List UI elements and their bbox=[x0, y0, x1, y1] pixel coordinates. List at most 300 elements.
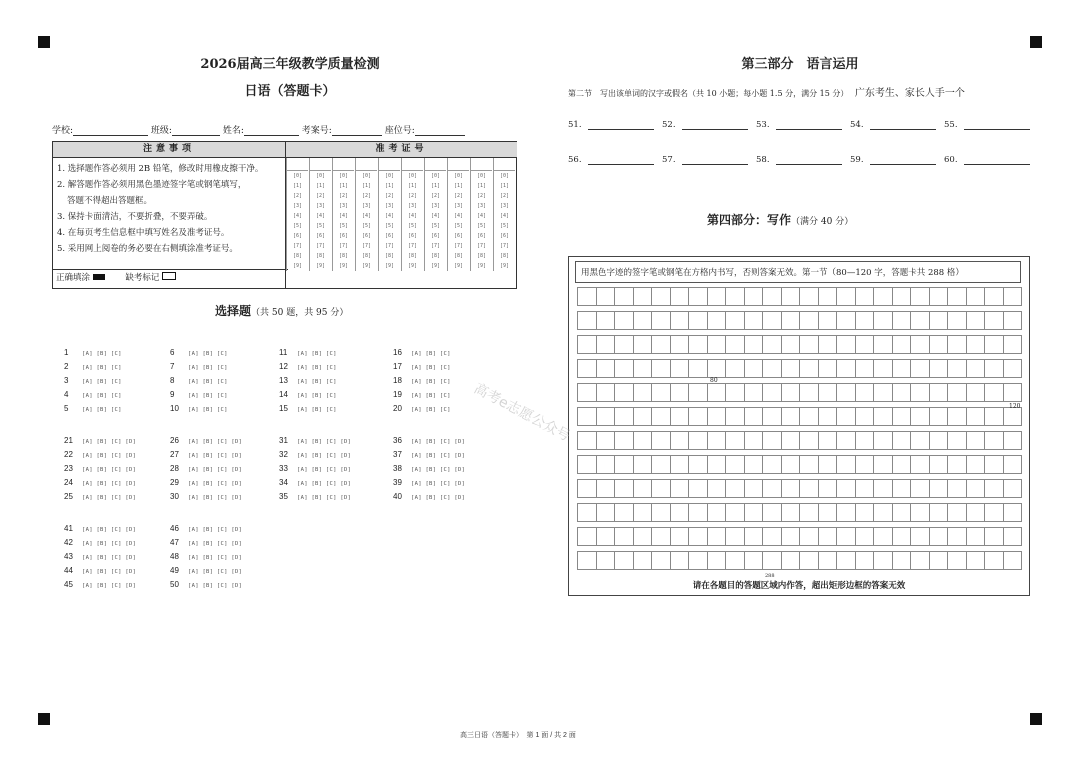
writing-cell[interactable] bbox=[596, 287, 616, 306]
question-row[interactable] bbox=[64, 343, 122, 357]
id-digit-bubble[interactable]: [7] bbox=[315, 243, 326, 249]
id-digit-bubble[interactable]: [1] bbox=[384, 183, 395, 189]
writing-cell[interactable] bbox=[1003, 479, 1023, 498]
writing-cell[interactable] bbox=[818, 551, 838, 570]
writing-cell[interactable] bbox=[818, 479, 838, 498]
writing-cell[interactable] bbox=[781, 551, 801, 570]
answer-options[interactable]: [A] [B] [C] bbox=[411, 407, 451, 413]
question-row[interactable] bbox=[64, 547, 136, 561]
id-digit-bubble[interactable]: [7] bbox=[499, 243, 510, 249]
writing-cell[interactable] bbox=[929, 359, 949, 378]
writing-cell[interactable] bbox=[818, 527, 838, 546]
question-row[interactable] bbox=[64, 575, 136, 589]
writing-cell[interactable] bbox=[707, 551, 727, 570]
answer-options[interactable]: [A] [B] [C] bbox=[297, 365, 337, 371]
writing-cell[interactable] bbox=[1003, 455, 1023, 474]
writing-cell[interactable] bbox=[966, 287, 986, 306]
writing-cell[interactable] bbox=[670, 287, 690, 306]
question-row[interactable] bbox=[170, 357, 228, 371]
id-digit-bubble[interactable]: [0] bbox=[361, 173, 372, 179]
writing-cell[interactable] bbox=[873, 335, 893, 354]
question-row[interactable] bbox=[279, 371, 337, 385]
writing-cell[interactable] bbox=[873, 479, 893, 498]
writing-cell[interactable] bbox=[614, 503, 634, 522]
writing-cell[interactable] bbox=[614, 551, 634, 570]
writing-cell[interactable] bbox=[688, 527, 708, 546]
question-row[interactable] bbox=[64, 399, 122, 413]
writing-cell[interactable] bbox=[836, 527, 856, 546]
writing-cell[interactable] bbox=[744, 383, 764, 402]
blank-line[interactable] bbox=[776, 119, 842, 130]
answer-options[interactable]: [A] [B] [C] bbox=[188, 407, 228, 413]
id-digit-bubble[interactable]: [5] bbox=[407, 223, 418, 229]
id-digit-bubble[interactable]: [0] bbox=[499, 173, 510, 179]
id-digit-bubble[interactable]: [6] bbox=[476, 233, 487, 239]
id-digit-bubble[interactable]: [7] bbox=[338, 243, 349, 249]
id-digit-bubble[interactable]: [5] bbox=[292, 223, 303, 229]
question-row[interactable] bbox=[279, 385, 337, 399]
blank-line[interactable] bbox=[588, 119, 654, 130]
writing-cell[interactable] bbox=[577, 455, 597, 474]
writing-cell[interactable] bbox=[855, 431, 875, 450]
writing-cell[interactable] bbox=[651, 431, 671, 450]
id-digit-bubble[interactable]: [4] bbox=[430, 213, 441, 219]
id-digit-bubble[interactable]: [3] bbox=[430, 203, 441, 209]
writing-cell[interactable] bbox=[966, 479, 986, 498]
writing-cell[interactable] bbox=[577, 287, 597, 306]
id-digit-write-box[interactable] bbox=[356, 158, 377, 171]
writing-cell[interactable] bbox=[836, 551, 856, 570]
writing-cell[interactable] bbox=[651, 407, 671, 426]
id-digit-bubble[interactable]: [5] bbox=[338, 223, 349, 229]
writing-cell[interactable] bbox=[1003, 335, 1023, 354]
answer-options[interactable]: [A] [B] [C] [D] bbox=[411, 467, 466, 473]
writing-cell[interactable] bbox=[929, 335, 949, 354]
id-digit-bubble[interactable]: [8] bbox=[361, 253, 372, 259]
writing-cell[interactable] bbox=[688, 503, 708, 522]
writing-cell[interactable] bbox=[873, 431, 893, 450]
answer-options[interactable]: [A] [B] [C] [D] bbox=[188, 555, 243, 561]
writing-cell[interactable] bbox=[633, 503, 653, 522]
writing-cell[interactable] bbox=[762, 407, 782, 426]
question-row[interactable] bbox=[170, 561, 242, 575]
writing-cell[interactable] bbox=[614, 479, 634, 498]
writing-cell[interactable] bbox=[1003, 431, 1023, 450]
id-digit-bubble[interactable]: [3] bbox=[292, 203, 303, 209]
question-row[interactable] bbox=[279, 487, 351, 501]
writing-cell[interactable] bbox=[725, 383, 745, 402]
question-row[interactable] bbox=[64, 431, 136, 445]
writing-cell[interactable] bbox=[596, 335, 616, 354]
writing-cell[interactable] bbox=[781, 311, 801, 330]
writing-cell[interactable] bbox=[596, 383, 616, 402]
id-digit-write-box[interactable] bbox=[471, 158, 492, 171]
writing-cell[interactable] bbox=[799, 479, 819, 498]
writing-cell[interactable] bbox=[744, 335, 764, 354]
writing-cell[interactable] bbox=[744, 527, 764, 546]
answer-options[interactable]: [A] [B] [C] [D] bbox=[297, 439, 352, 445]
question-row[interactable] bbox=[393, 431, 465, 445]
writing-cell[interactable] bbox=[892, 479, 912, 498]
id-digit-bubble[interactable]: [2] bbox=[453, 193, 464, 199]
writing-cell[interactable] bbox=[947, 287, 967, 306]
writing-cell[interactable] bbox=[707, 383, 727, 402]
id-digit-bubble[interactable]: [4] bbox=[384, 213, 395, 219]
question-row[interactable] bbox=[170, 399, 228, 413]
writing-cell[interactable] bbox=[596, 311, 616, 330]
id-digit-bubble[interactable]: [4] bbox=[338, 213, 349, 219]
id-digit-write-box[interactable] bbox=[379, 158, 400, 171]
id-digit-bubble[interactable]: [5] bbox=[499, 223, 510, 229]
id-digit-bubble[interactable]: [5] bbox=[430, 223, 441, 229]
writing-cell[interactable] bbox=[781, 383, 801, 402]
writing-cell[interactable] bbox=[614, 287, 634, 306]
writing-cell[interactable] bbox=[596, 455, 616, 474]
writing-cell[interactable] bbox=[744, 551, 764, 570]
writing-cell[interactable] bbox=[818, 407, 838, 426]
writing-cell[interactable] bbox=[984, 455, 1004, 474]
id-digit-bubble[interactable]: [9] bbox=[338, 263, 349, 269]
fill-blank-item[interactable] bbox=[568, 119, 654, 130]
id-digit-bubble[interactable]: [5] bbox=[476, 223, 487, 229]
writing-cell[interactable] bbox=[892, 527, 912, 546]
fill-blank-item[interactable] bbox=[662, 119, 748, 130]
id-digit-write-box[interactable] bbox=[494, 158, 515, 171]
writing-cell[interactable] bbox=[873, 287, 893, 306]
id-digit-bubble[interactable]: [9] bbox=[292, 263, 303, 269]
writing-cell[interactable] bbox=[910, 431, 930, 450]
question-row[interactable] bbox=[393, 459, 465, 473]
writing-cell[interactable] bbox=[670, 383, 690, 402]
writing-cell[interactable] bbox=[577, 311, 597, 330]
writing-cell[interactable] bbox=[762, 431, 782, 450]
id-digit-bubble[interactable]: [6] bbox=[338, 233, 349, 239]
answer-options[interactable]: [A] [B] [C] [D] bbox=[82, 439, 137, 445]
writing-cell[interactable] bbox=[651, 479, 671, 498]
writing-cell[interactable] bbox=[762, 551, 782, 570]
writing-cell[interactable] bbox=[688, 407, 708, 426]
writing-cell[interactable] bbox=[762, 527, 782, 546]
blank-line[interactable] bbox=[964, 119, 1030, 130]
writing-cell[interactable] bbox=[707, 479, 727, 498]
id-digit-bubble[interactable]: [7] bbox=[407, 243, 418, 249]
id-digit-bubble[interactable]: [7] bbox=[292, 243, 303, 249]
writing-cell[interactable] bbox=[707, 455, 727, 474]
writing-cell[interactable] bbox=[670, 455, 690, 474]
id-digit-bubble[interactable]: [9] bbox=[476, 263, 487, 269]
writing-cell[interactable] bbox=[966, 527, 986, 546]
id-digit-bubble[interactable]: [2] bbox=[476, 193, 487, 199]
question-row[interactable] bbox=[279, 459, 351, 473]
writing-cell[interactable] bbox=[836, 383, 856, 402]
answer-options[interactable]: [A] [B] [C] [D] bbox=[82, 583, 137, 589]
writing-cell[interactable] bbox=[670, 431, 690, 450]
answer-options[interactable]: [A] [B] [C] [D] bbox=[82, 569, 137, 575]
id-digit-bubble[interactable]: [7] bbox=[453, 243, 464, 249]
blank-line[interactable] bbox=[870, 154, 936, 165]
writing-cell[interactable] bbox=[1003, 503, 1023, 522]
writing-cell[interactable] bbox=[596, 503, 616, 522]
question-row[interactable] bbox=[64, 357, 122, 371]
writing-cell[interactable] bbox=[984, 311, 1004, 330]
question-row[interactable] bbox=[64, 473, 136, 487]
question-row[interactable] bbox=[393, 487, 465, 501]
writing-cell[interactable] bbox=[984, 359, 1004, 378]
writing-cell[interactable] bbox=[781, 335, 801, 354]
writing-cell[interactable] bbox=[707, 335, 727, 354]
id-digit-bubble[interactable]: [1] bbox=[430, 183, 441, 189]
writing-cell[interactable] bbox=[799, 455, 819, 474]
writing-cell[interactable] bbox=[873, 407, 893, 426]
writing-cell[interactable] bbox=[855, 551, 875, 570]
question-row[interactable] bbox=[393, 385, 451, 399]
writing-cell[interactable] bbox=[781, 287, 801, 306]
question-row[interactable] bbox=[170, 547, 242, 561]
id-digit-bubble[interactable]: [6] bbox=[292, 233, 303, 239]
writing-cell[interactable] bbox=[799, 335, 819, 354]
id-digit-bubble[interactable]: [1] bbox=[361, 183, 372, 189]
answer-options[interactable]: [A] [B] [C] bbox=[82, 407, 122, 413]
id-digit-write-box[interactable] bbox=[448, 158, 469, 171]
id-digit-bubble[interactable]: [2] bbox=[338, 193, 349, 199]
writing-cell[interactable] bbox=[873, 527, 893, 546]
writing-cell[interactable] bbox=[670, 407, 690, 426]
id-digit-bubble[interactable]: [8] bbox=[453, 253, 464, 259]
question-row[interactable] bbox=[170, 487, 242, 501]
writing-cell[interactable] bbox=[707, 407, 727, 426]
answer-options[interactable]: [A] [B] [C] [D] bbox=[82, 467, 137, 473]
writing-cell[interactable] bbox=[781, 359, 801, 378]
writing-cell[interactable] bbox=[929, 455, 949, 474]
writing-cell[interactable] bbox=[633, 407, 653, 426]
writing-cell[interactable] bbox=[725, 335, 745, 354]
writing-cell[interactable] bbox=[910, 407, 930, 426]
writing-cell[interactable] bbox=[633, 431, 653, 450]
question-row[interactable] bbox=[170, 459, 242, 473]
fill-blank-item[interactable] bbox=[944, 154, 1030, 165]
writing-cell[interactable] bbox=[688, 287, 708, 306]
id-digit-bubble[interactable]: [0] bbox=[315, 173, 326, 179]
id-digit-bubble[interactable]: [5] bbox=[384, 223, 395, 229]
id-digit-bubble[interactable]: [0] bbox=[292, 173, 303, 179]
question-row[interactable] bbox=[64, 533, 136, 547]
writing-cell[interactable] bbox=[651, 359, 671, 378]
writing-cell[interactable] bbox=[818, 503, 838, 522]
writing-cell[interactable] bbox=[947, 407, 967, 426]
id-digit-bubble[interactable]: [9] bbox=[361, 263, 372, 269]
id-digit-bubble[interactable]: [9] bbox=[430, 263, 441, 269]
blank-line[interactable] bbox=[964, 154, 1030, 165]
question-row[interactable] bbox=[170, 431, 242, 445]
writing-cell[interactable] bbox=[836, 335, 856, 354]
writing-cell[interactable] bbox=[670, 527, 690, 546]
fill-blank-item[interactable] bbox=[850, 119, 936, 130]
answer-options[interactable]: [A] [B] [C] bbox=[188, 379, 228, 385]
question-row[interactable] bbox=[279, 473, 351, 487]
blank-line[interactable] bbox=[776, 154, 842, 165]
id-digit-bubble[interactable]: [0] bbox=[407, 173, 418, 179]
id-digit-bubble[interactable]: [6] bbox=[315, 233, 326, 239]
answer-options[interactable]: [A] [B] [C] [D] bbox=[188, 569, 243, 575]
id-digit-bubble[interactable]: [8] bbox=[315, 253, 326, 259]
question-row[interactable] bbox=[393, 343, 451, 357]
id-digit-bubble[interactable]: [8] bbox=[476, 253, 487, 259]
writing-cell[interactable] bbox=[818, 335, 838, 354]
writing-cell[interactable] bbox=[744, 287, 764, 306]
id-digit-bubble[interactable]: [9] bbox=[315, 263, 326, 269]
id-digit-bubble[interactable]: [4] bbox=[361, 213, 372, 219]
writing-cell[interactable] bbox=[966, 551, 986, 570]
question-row[interactable] bbox=[64, 445, 136, 459]
writing-cell[interactable] bbox=[596, 527, 616, 546]
writing-cell[interactable] bbox=[966, 359, 986, 378]
id-digit-bubble[interactable]: [3] bbox=[315, 203, 326, 209]
id-digit-bubble[interactable]: [6] bbox=[407, 233, 418, 239]
writing-cell[interactable] bbox=[633, 551, 653, 570]
question-row[interactable] bbox=[279, 343, 337, 357]
question-row[interactable] bbox=[393, 473, 465, 487]
question-row[interactable] bbox=[279, 445, 351, 459]
question-row[interactable] bbox=[170, 371, 228, 385]
writing-cell[interactable] bbox=[910, 479, 930, 498]
writing-cell[interactable] bbox=[707, 359, 727, 378]
writing-cell[interactable] bbox=[1003, 311, 1023, 330]
writing-cell[interactable] bbox=[725, 359, 745, 378]
writing-cell[interactable] bbox=[707, 311, 727, 330]
question-row[interactable] bbox=[170, 385, 228, 399]
writing-cell[interactable] bbox=[633, 527, 653, 546]
id-digit-bubble[interactable]: [0] bbox=[384, 173, 395, 179]
id-digit-bubble[interactable]: [2] bbox=[407, 193, 418, 199]
writing-cell[interactable] bbox=[929, 431, 949, 450]
writing-cell[interactable] bbox=[947, 527, 967, 546]
answer-options[interactable]: [A] [B] [C] [D] bbox=[188, 541, 243, 547]
writing-cell[interactable] bbox=[892, 551, 912, 570]
writing-cell[interactable] bbox=[818, 359, 838, 378]
writing-cell[interactable] bbox=[651, 287, 671, 306]
writing-cell[interactable] bbox=[577, 431, 597, 450]
answer-options[interactable]: [A] [B] [C] [D] bbox=[188, 527, 243, 533]
answer-options[interactable]: [A] [B] [C] [D] bbox=[411, 495, 466, 501]
blank-line[interactable] bbox=[682, 119, 748, 130]
writing-cell[interactable] bbox=[670, 359, 690, 378]
id-digit-write-box[interactable] bbox=[310, 158, 331, 171]
writing-cell[interactable] bbox=[577, 383, 597, 402]
writing-cell[interactable] bbox=[873, 359, 893, 378]
writing-cell[interactable] bbox=[984, 431, 1004, 450]
writing-cell[interactable] bbox=[725, 311, 745, 330]
fill-blank-item[interactable] bbox=[944, 119, 1030, 130]
writing-cell[interactable] bbox=[1003, 551, 1023, 570]
answer-options[interactable]: [A] [B] [C] bbox=[411, 379, 451, 385]
writing-cell[interactable] bbox=[799, 311, 819, 330]
writing-cell[interactable] bbox=[892, 407, 912, 426]
writing-cell[interactable] bbox=[910, 503, 930, 522]
id-digit-bubble[interactable]: [4] bbox=[292, 213, 303, 219]
id-digit-bubble[interactable]: [2] bbox=[361, 193, 372, 199]
writing-cell[interactable] bbox=[707, 527, 727, 546]
question-row[interactable] bbox=[170, 445, 242, 459]
writing-cell[interactable] bbox=[725, 431, 745, 450]
writing-cell[interactable] bbox=[614, 455, 634, 474]
id-digit-bubble[interactable]: [8] bbox=[384, 253, 395, 259]
answer-options[interactable]: [A] [B] [C] [D] bbox=[188, 495, 243, 501]
writing-cell[interactable] bbox=[781, 479, 801, 498]
writing-cell[interactable] bbox=[577, 551, 597, 570]
writing-cell[interactable] bbox=[1003, 287, 1023, 306]
writing-cell[interactable] bbox=[966, 407, 986, 426]
question-row[interactable] bbox=[279, 399, 337, 413]
id-digit-write-box[interactable] bbox=[333, 158, 354, 171]
answer-options[interactable]: [A] [B] [C] bbox=[297, 393, 337, 399]
writing-cell[interactable] bbox=[966, 455, 986, 474]
writing-cell[interactable] bbox=[633, 335, 653, 354]
answer-options[interactable]: [A] [B] [C] bbox=[297, 407, 337, 413]
question-row[interactable] bbox=[393, 399, 451, 413]
question-row[interactable] bbox=[64, 385, 122, 399]
writing-cell[interactable] bbox=[577, 479, 597, 498]
writing-cell[interactable] bbox=[910, 527, 930, 546]
id-digit-bubble[interactable]: [1] bbox=[407, 183, 418, 189]
writing-cell[interactable] bbox=[836, 455, 856, 474]
writing-cell[interactable] bbox=[688, 431, 708, 450]
writing-cell[interactable] bbox=[651, 335, 671, 354]
question-row[interactable] bbox=[279, 357, 337, 371]
writing-cell[interactable] bbox=[873, 311, 893, 330]
writing-cell[interactable] bbox=[855, 503, 875, 522]
id-digit-bubble[interactable]: [8] bbox=[338, 253, 349, 259]
writing-cell[interactable] bbox=[799, 287, 819, 306]
writing-cell[interactable] bbox=[947, 479, 967, 498]
writing-cell[interactable] bbox=[984, 527, 1004, 546]
fill-blank-item[interactable] bbox=[568, 154, 654, 165]
id-digit-bubble[interactable]: [3] bbox=[384, 203, 395, 209]
writing-cell[interactable] bbox=[614, 431, 634, 450]
blank-line[interactable] bbox=[870, 119, 936, 130]
writing-cell[interactable] bbox=[984, 503, 1004, 522]
writing-cell[interactable] bbox=[596, 479, 616, 498]
blank-line[interactable] bbox=[588, 154, 654, 165]
writing-cell[interactable] bbox=[799, 407, 819, 426]
writing-cell[interactable] bbox=[892, 383, 912, 402]
answer-options[interactable]: [A] [B] [C] [D] bbox=[188, 583, 243, 589]
writing-cell[interactable] bbox=[984, 407, 1004, 426]
answer-options[interactable]: [A] [B] [C] [D] bbox=[411, 453, 466, 459]
id-digit-bubble[interactable]: [7] bbox=[384, 243, 395, 249]
id-digit-bubble[interactable]: [7] bbox=[361, 243, 372, 249]
question-row[interactable] bbox=[279, 431, 351, 445]
answer-options[interactable]: [A] [B] [C] bbox=[188, 393, 228, 399]
question-row[interactable] bbox=[64, 459, 136, 473]
writing-cell[interactable] bbox=[966, 383, 986, 402]
id-digit-bubble[interactable]: [8] bbox=[292, 253, 303, 259]
writing-cell[interactable] bbox=[818, 431, 838, 450]
id-digit-bubble[interactable]: [4] bbox=[453, 213, 464, 219]
id-digit-bubble[interactable]: [7] bbox=[476, 243, 487, 249]
writing-cell[interactable] bbox=[744, 407, 764, 426]
writing-cell[interactable] bbox=[984, 479, 1004, 498]
answer-options[interactable]: [A] [B] [C] bbox=[82, 393, 122, 399]
writing-cell[interactable] bbox=[762, 287, 782, 306]
writing-cell[interactable] bbox=[929, 407, 949, 426]
writing-cell[interactable] bbox=[818, 455, 838, 474]
writing-cell[interactable] bbox=[762, 359, 782, 378]
id-digit-bubble[interactable]: [9] bbox=[499, 263, 510, 269]
writing-cell[interactable] bbox=[725, 503, 745, 522]
writing-cell[interactable] bbox=[836, 311, 856, 330]
writing-cell[interactable] bbox=[910, 383, 930, 402]
writing-cell[interactable] bbox=[781, 431, 801, 450]
